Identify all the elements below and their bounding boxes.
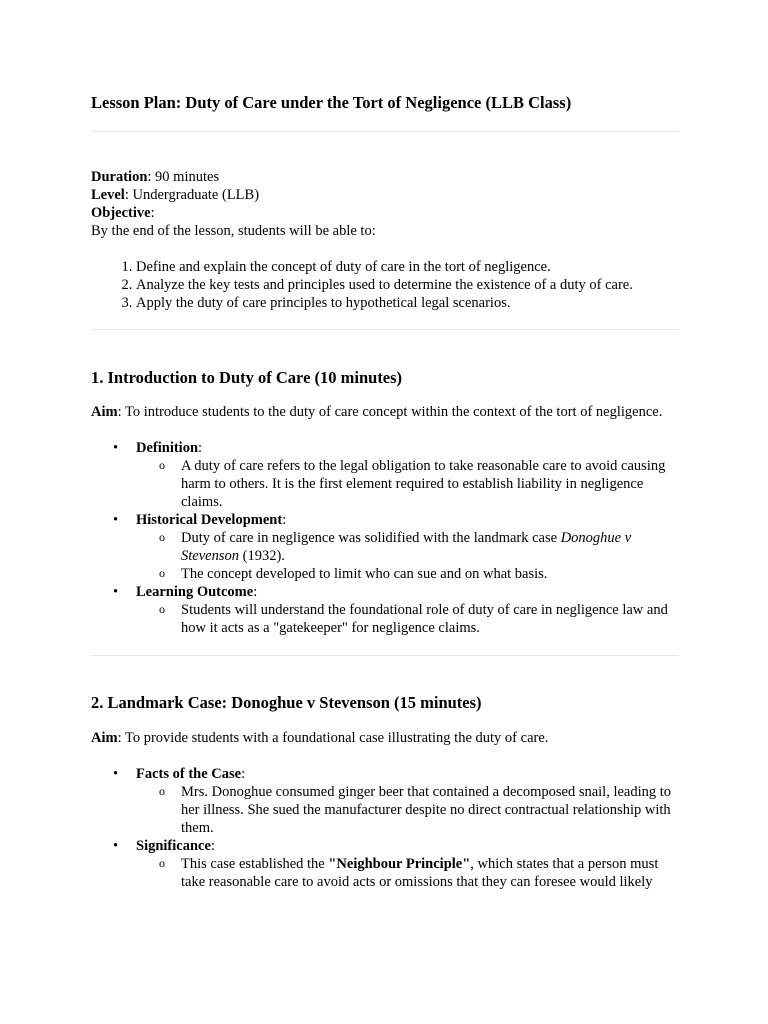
divider <box>91 329 679 330</box>
sub-list-item: o Students will understand the foundational role of duty of care in negligence law and how it acts as a "gatekeeper" for negligence claims. <box>181 601 679 637</box>
document-body <box>91 92 679 891</box>
section-bullet-list <box>91 439 679 637</box>
list-item <box>136 583 679 637</box>
bullet-label: Learning Outcome <box>136 584 254 600</box>
sub-list-item: o The concept developed to limit who can sue and on what basis. <box>181 565 679 583</box>
level-value: : Undergraduate (LLB) <box>124 187 260 203</box>
sub-list <box>136 529 679 583</box>
case-name: Donoghue v Stevenson <box>181 530 632 564</box>
bullet-suffix: : <box>253 584 258 600</box>
sub-list <box>136 855 679 891</box>
duration-label: Duration <box>91 169 148 185</box>
sub-text: Duty of care in negligence was solidified with the landmark case <box>181 530 561 546</box>
list-item: 3. Apply the duty of care principles to hypothetical legal scenarios. <box>136 294 679 312</box>
sub-list <box>136 601 679 637</box>
bullet-suffix: : <box>282 512 287 528</box>
bullet-suffix: : <box>198 440 203 456</box>
sub-list-item <box>181 855 679 891</box>
lesson-meta <box>91 168 679 240</box>
duration-line <box>91 168 679 186</box>
sub-text: (1932). <box>238 548 285 564</box>
section-bullet-list <box>91 765 679 891</box>
section-heading-introduction: 1. Introduction to Duty of Care (10 minutes) <box>91 368 403 387</box>
aim-label: Aim <box>91 730 118 746</box>
sub-list-item: o Mrs. Donoghue consumed ginger beer that contained a decomposed snail, leading to her illness. She sued the manufacturer despite no direct contractual relationship with them. <box>181 783 679 837</box>
sub-text: , which states that a person must take reasonable care to avoid acts or omissions that they can foresee would likely <box>181 856 659 890</box>
objectives-list <box>91 258 679 312</box>
objective-intro: By the end of the lesson, students will be able to: <box>91 223 376 239</box>
list-item: 1. Define and explain the concept of duty of care in the tort of negligence. <box>136 258 679 276</box>
bullet-label: Historical Development <box>136 512 283 528</box>
sub-list <box>136 457 679 511</box>
level-line <box>91 186 679 204</box>
bullet-suffix: : <box>210 838 215 854</box>
sub-list-item: o A duty of care refers to the legal obligation to take reasonable care to avoid causing harm to others. It is the first element required to establish liability in negligence claims. <box>181 457 679 511</box>
aim-label: Aim <box>91 404 118 420</box>
document-title: Lesson Plan: Duty of Care under the Tort of Negligence (LLB Class) <box>91 93 572 112</box>
neighbour-principle: "Neighbour Principle" <box>328 856 471 872</box>
duration-value: : 90 minutes <box>147 169 220 185</box>
list-item <box>136 765 679 837</box>
sub-text: This case established the <box>181 856 329 872</box>
section-aim <box>91 729 679 747</box>
sub-list-item <box>181 529 679 565</box>
bullet-label: Definition <box>136 440 199 456</box>
list-item <box>136 439 679 511</box>
divider <box>91 131 679 132</box>
list-item: 2. Analyze the key tests and principles used to determine the existence of a duty of care. <box>136 276 679 294</box>
bullet-label: Facts of the Case <box>136 766 242 782</box>
section-heading-landmark-case: 2. Landmark Case: Donoghue v Stevenson (15 minutes) <box>91 693 482 712</box>
objective-label: Objective <box>91 205 151 221</box>
list-item <box>136 837 679 891</box>
objective-line <box>91 204 679 222</box>
divider <box>91 655 679 656</box>
aim-text: : To provide students with a foundational case illustrating the duty of care. <box>117 730 549 746</box>
section-aim <box>91 403 679 421</box>
objective-value: : <box>150 205 155 221</box>
list-item <box>136 511 679 583</box>
aim-text: : To introduce students to the duty of care concept within the context of the tort of negligence. <box>117 404 663 420</box>
bullet-suffix: : <box>241 766 246 782</box>
bullet-label: Significance <box>136 838 211 854</box>
level-label: Level <box>91 187 125 203</box>
sub-list <box>136 783 679 837</box>
